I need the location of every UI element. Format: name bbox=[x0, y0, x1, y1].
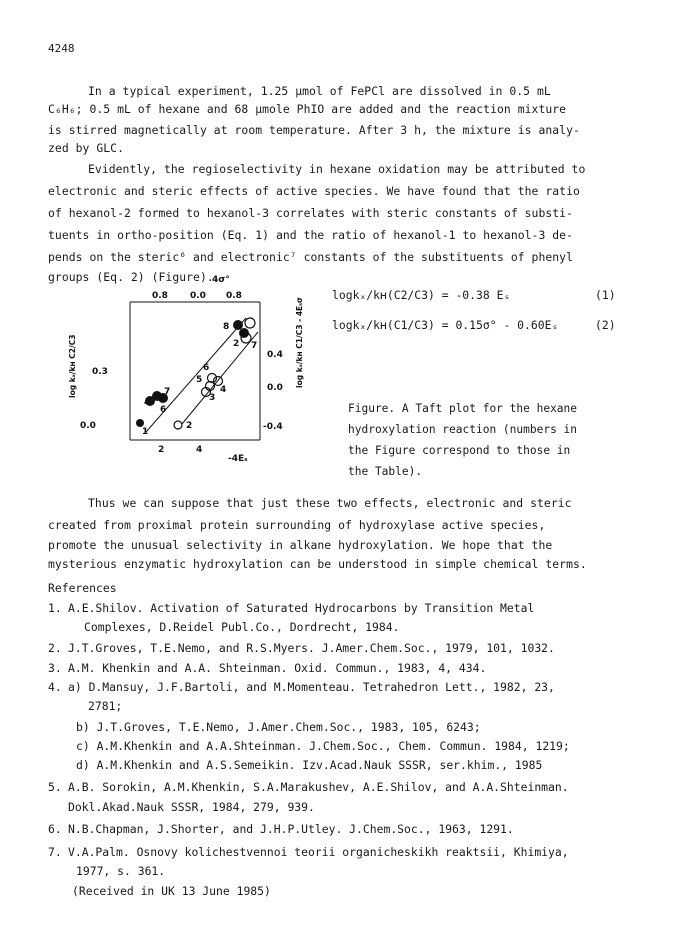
text-line: Evidently, the regioselectivity in hexane oxidation may be attributed to bbox=[88, 162, 586, 176]
received-date: (Received in UK 13 June 1985) bbox=[72, 884, 271, 898]
page-number: 4248 bbox=[48, 42, 75, 55]
left-tick-label: 0.0 bbox=[80, 421, 96, 431]
right-axis-label: log kₓ/kʜ C1/C3 - 4Eₛσ bbox=[295, 297, 304, 388]
reference-number: 3. bbox=[48, 661, 62, 675]
reference-line: Dokl.Akad.Nauk SSSR, 1984, 279, 939. bbox=[68, 800, 315, 814]
taft-plot-figure bbox=[60, 268, 320, 463]
bottom-tick-label: 2 bbox=[158, 445, 165, 455]
caption-line: the Table). bbox=[348, 465, 423, 478]
reference-line: b) J.T.Groves, T.E.Nemo, J.Amer.Chem.Soc., 1983, 105, 6243; bbox=[76, 720, 481, 734]
reference-line: 1977, s. 361. bbox=[76, 864, 166, 878]
text-line: electronic and steric effects of active species. We have found that the ratio bbox=[48, 184, 580, 198]
text-line: zed by GLC. bbox=[48, 141, 124, 155]
point-label: 3 bbox=[209, 393, 216, 403]
top-tick-label: 0.8 bbox=[152, 291, 168, 301]
right-tick-label: 0.4 bbox=[267, 350, 283, 360]
point-label: 7 bbox=[251, 341, 258, 351]
point-label: 2 bbox=[186, 421, 193, 431]
bottom-axis-label: -4Eₛ bbox=[228, 454, 248, 463]
data-point bbox=[174, 421, 182, 429]
top-tick-label: 0.8 bbox=[226, 291, 242, 301]
text-line: Thus we can suppose that just these two effects, electronic and steric bbox=[88, 496, 572, 510]
caption-line: the Figure correspond to those in bbox=[348, 444, 571, 457]
text-line: C₆H₆; 0.5 mL of hexane and 68 μmole PhIO are added and the reaction mixture bbox=[48, 102, 567, 116]
reference-line: a) D.Mansuy, J.F.Bartoli, and M.Momenteau. Tetrahedron Lett., 1982, 23, bbox=[68, 680, 555, 694]
reference-number: 5. bbox=[48, 780, 62, 794]
equation-2-number: (2) bbox=[595, 318, 616, 332]
text-line: created from proximal protein surrounding of hydroxylase active species, bbox=[48, 518, 546, 532]
reference-number: 4. bbox=[48, 680, 62, 694]
text-line: is stirred magnetically at room temperature. After 3 h, the mixture is analy- bbox=[48, 123, 580, 137]
data-point bbox=[245, 318, 255, 328]
caption-line: Figure. A Taft plot for the hexane bbox=[348, 402, 578, 415]
point-label: 8 bbox=[223, 322, 230, 332]
data-point bbox=[233, 320, 243, 330]
data-point bbox=[136, 419, 144, 427]
text-line: In a typical experiment, 1.25 μmol of FePCl are dissolved in 0.5 mL bbox=[88, 84, 551, 98]
reference-line: 2781; bbox=[88, 699, 123, 713]
reference-number: 6. bbox=[48, 822, 62, 836]
point-label: 1 bbox=[142, 427, 149, 437]
text-line: promote the unusual selectivity in alkane hydroxylation. We hope that the bbox=[48, 538, 553, 552]
reference-line: A.B. Sorokin, A.M.Khenkin, S.A.Marakushev, A.E.Shilov, and A.A.Shteinman. bbox=[68, 780, 569, 794]
point-label: 2 bbox=[233, 339, 240, 349]
reference-line: d) A.M.Khenkin and A.S.Semeikin. Izv.Acad.Nauk SSSR, ser.khim., 1985 bbox=[76, 758, 543, 772]
text-line: of hexanol-2 formed to hexanol-3 correlates with steric constants of substi- bbox=[48, 206, 573, 220]
right-tick-label: 0.0 bbox=[267, 383, 283, 393]
reference-line: J.T.Groves, T.E.Nemo, and R.S.Myers. J.Amer.Chem.Soc., 1979, 101, 1032. bbox=[68, 641, 555, 655]
left-tick-label: 0.3 bbox=[92, 367, 108, 377]
reference-number: 1. bbox=[48, 601, 62, 615]
text-line: pends on the steric⁶ and electronic⁷ constants of the substituents of phenyl bbox=[48, 250, 573, 264]
left-axis-label: log kₓ/kʜ C2/C3 bbox=[68, 334, 77, 398]
equation-1: logkₓ/kʜ(C2/C3) = -0.38 Eₛ bbox=[332, 288, 511, 302]
reference-line: A.E.Shilov. Activation of Saturated Hydrocarbons by Transition Metal bbox=[68, 601, 535, 615]
reference-line: A.M. Khenkin and A.A. Shteinman. Oxid. Commun., 1983, 4, 434. bbox=[68, 661, 487, 675]
reference-line: c) A.M.Khenkin and A.A.Shteinman. J.Chem.Soc., Chem. Commun. 1984, 1219; bbox=[76, 739, 570, 753]
equation-2: logkₓ/kʜ(C1/C3) = 0.15σ° - 0.60Eₛ bbox=[332, 318, 559, 332]
point-label: 4 bbox=[144, 398, 151, 408]
references-heading: References bbox=[48, 581, 117, 595]
point-label: 4 bbox=[220, 385, 227, 395]
text-line: mysterious enzymatic hydroxylation can be understood in simple chemical terms. bbox=[48, 557, 587, 571]
point-label: 6 bbox=[160, 405, 167, 415]
point-label: 5 bbox=[196, 375, 203, 385]
equation-1-number: (1) bbox=[595, 288, 616, 302]
reference-line: N.B.Chapman, J.Shorter, and J.H.P.Utley. J.Chem.Soc., 1963, 1291. bbox=[68, 822, 514, 836]
point-label: 6 bbox=[203, 363, 210, 373]
bottom-tick-label: 4 bbox=[196, 445, 203, 455]
text-line: tuents in ortho-position (Eq. 1) and the ratio of hexanol-1 to hexanol-3 de- bbox=[48, 228, 573, 242]
reference-line: V.A.Palm. Osnovy kolichestvennoi teorii organicheskikh reaktsii, Khimiya, bbox=[68, 845, 569, 859]
reference-number: 7. bbox=[48, 845, 62, 859]
point-label: 7 bbox=[164, 387, 171, 397]
top-axis-label: 4σ° bbox=[212, 275, 230, 285]
caption-line: hydroxylation reaction (numbers in bbox=[348, 423, 578, 436]
text-line: groups (Eq. 2) (Figure). bbox=[48, 270, 214, 284]
reference-number: 2. bbox=[48, 641, 62, 655]
top-tick-label: 0.0 bbox=[190, 291, 206, 301]
reference-line: Complexes, D.Reidel Publ.Co., Dordrecht, 1984. bbox=[84, 620, 400, 634]
right-tick-label: -0.4 bbox=[263, 422, 283, 432]
